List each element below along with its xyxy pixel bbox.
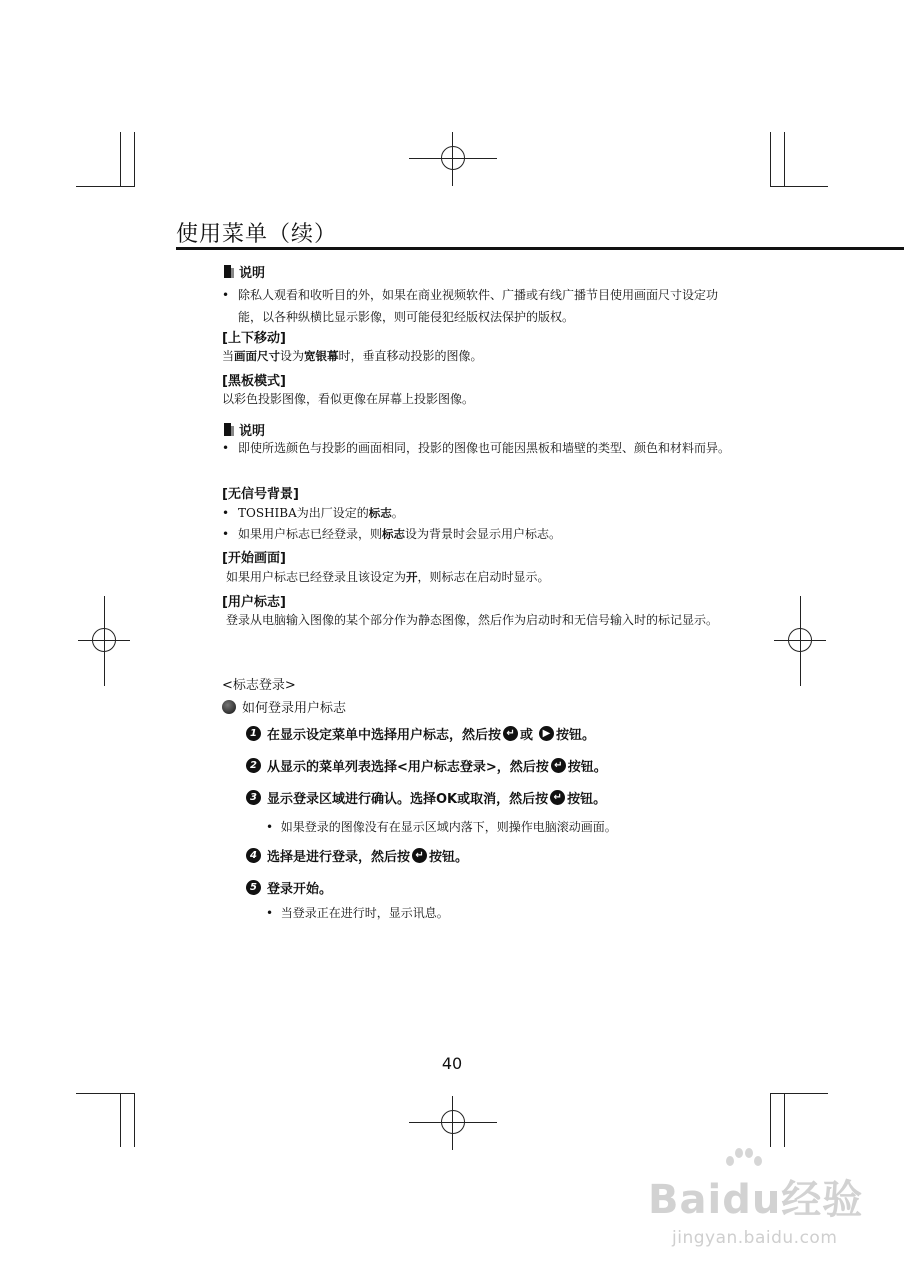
note-heading-1 bbox=[224, 262, 265, 281]
section-heading-vertical-shift: [上下移动] bbox=[222, 331, 286, 346]
note-bullet: • 除私人观看和收听目的外，如果在商业视频软件、广播或有线广播节目使用画面尺寸设定功能，以各种纵横比显示影像，则可能侵犯经版权法保护的版权。 bbox=[222, 288, 719, 324]
start-screen-text: 如果用户标志已经登录且该设定为开，则标志在启动时显示。 bbox=[226, 570, 550, 584]
logo-register-heading: <标志登录> bbox=[222, 678, 296, 693]
step-5-note: • 当登录正在进行时，显示讯息。 bbox=[266, 906, 449, 920]
enter-icon: ↵ bbox=[550, 790, 565, 805]
step-3-note: • 如果登录的图像没有在显示区域内落下，则操作电脑滚动画面。 bbox=[266, 820, 617, 834]
blackboard-text: 以彩色投影图像，看似更像在屏幕上投影图像。 bbox=[222, 392, 475, 406]
step-2: 2 从显示的菜单列表选择<用户标志登录>，然后按 ↵ 按钮。 bbox=[246, 756, 607, 775]
watermark-url: jingyan.baidu.com bbox=[672, 1228, 838, 1248]
page-title: 使用菜单（续） bbox=[176, 222, 338, 247]
bullet-circle-icon bbox=[222, 700, 236, 714]
step-5: 5 登录开始。 bbox=[246, 878, 332, 897]
enter-icon: ↵ bbox=[412, 848, 427, 863]
title-rule bbox=[176, 247, 904, 250]
page-number: 40 bbox=[441, 1054, 463, 1073]
note-label: 说明 bbox=[239, 424, 266, 439]
no-signal-bullet-2: • 如果用户标志已经登录，则标志设为背景时会显示用户标志。 bbox=[222, 527, 562, 541]
user-logo-text: 登录从电脑输入图像的某个部分作为静态图像，然后作为启动时和无信号输入时的标记显示。 bbox=[226, 613, 719, 627]
vertical-shift-text: 当画面尺寸设为宽银幕时，垂直移动投影的图像。 bbox=[222, 349, 483, 363]
section-heading-blackboard: [黑板模式] bbox=[222, 374, 286, 389]
no-signal-bullet-1: • TOSHIBA为出厂设定的标志。 bbox=[222, 506, 404, 520]
note-icon bbox=[224, 265, 234, 278]
note-icon bbox=[224, 423, 234, 436]
section-heading-no-signal: [无信号背景] bbox=[222, 487, 299, 502]
howto-heading: 如何登录用户标志 bbox=[222, 697, 346, 716]
section-heading-start-screen: [开始画面] bbox=[222, 551, 286, 566]
note-bullet: • 即使所选颜色与投影的画面相同，投影的图像也可能因黑板和墙壁的类型、颜色和材料而异。 bbox=[222, 441, 731, 455]
step-1: 1 在显示设定菜单中选择用户标志，然后按 ↵ 或 ▶ 按钮。 bbox=[246, 724, 595, 743]
right-arrow-icon: ▶ bbox=[539, 726, 554, 741]
enter-icon: ↵ bbox=[503, 726, 518, 741]
enter-icon: ↵ bbox=[551, 758, 566, 773]
watermark-brand: Baidu经验 bbox=[648, 1177, 864, 1223]
step-4: 4 选择是进行登录，然后按 ↵ 按钮。 bbox=[246, 846, 468, 865]
section-heading-user-logo: [用户标志] bbox=[222, 595, 286, 610]
note-label: 说明 bbox=[239, 266, 266, 281]
step-3: 3 显示登录区域进行确认。选择OK或取消，然后按 ↵ 按钮。 bbox=[246, 788, 606, 807]
